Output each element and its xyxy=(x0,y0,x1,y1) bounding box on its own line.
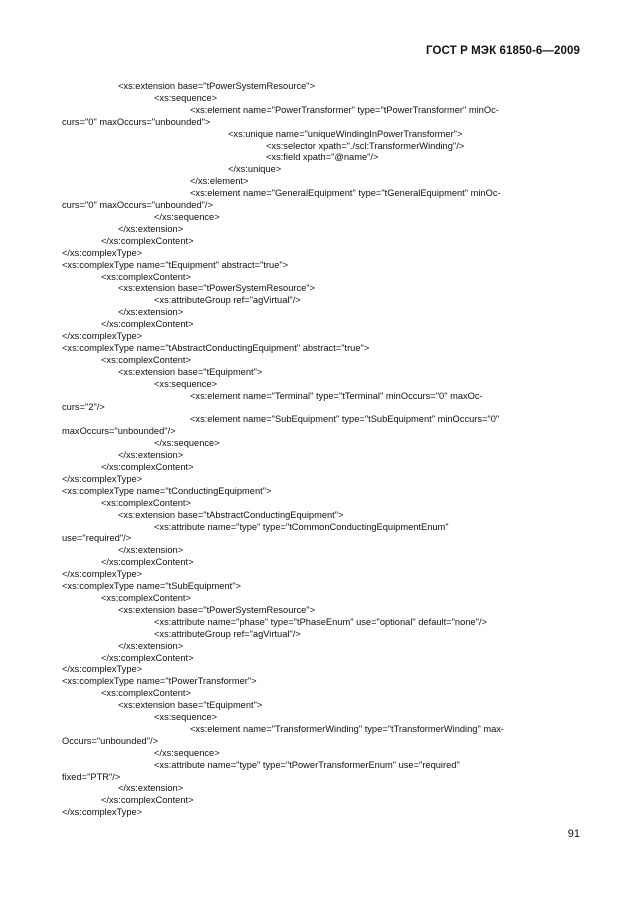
code-line: <xs:complexContent> xyxy=(101,497,191,508)
code-line: </xs:complexType> xyxy=(62,807,143,818)
code-line: <xs:element name="TransformerWinding" type="tTransformerWinding" max- xyxy=(190,723,504,734)
code-line: </xs:extension> xyxy=(118,783,184,794)
code-line: Occurs="unbounded"/> xyxy=(62,735,159,746)
code-line: <xs:extension base="tAbstractConductingEquipment"> xyxy=(118,509,344,520)
code-line: <xs:complexType name="tSubEquipment"> xyxy=(62,581,241,592)
code-line: <xs:attribute name="phase" type="tPhaseEnum" use="optional" default="none"/> xyxy=(154,616,487,627)
code-line: <xs:extension base="tPowerSystemResource"> xyxy=(118,604,316,615)
code-line: curs="0" maxOccurs="unbounded"/> xyxy=(62,200,213,211)
code-line: <xs:extension base="tPowerSystemResource"> xyxy=(118,283,316,294)
code-line: <xs:attributeGroup ref="agVirtual"/> xyxy=(154,628,301,639)
code-line: curs="2"/> xyxy=(62,402,105,413)
code-line: fixed="PTR"/> xyxy=(62,771,121,782)
code-line: <xs:complexContent> xyxy=(101,592,191,603)
code-line: </xs:complexType> xyxy=(62,247,143,258)
code-line: <xs:complexType name="tPowerTransformer"> xyxy=(62,676,257,687)
code-line: <xs:element name="PowerTransformer" type="tPowerTransformer" minOc- xyxy=(190,104,499,115)
code-line: <xs:element name="SubEquipment" type="tSubEquipment" minOccurs="0" xyxy=(190,414,500,425)
code-line: </xs:complexContent> xyxy=(101,319,194,330)
code-line: </xs:complexContent> xyxy=(101,557,194,568)
code-line: </xs:complexContent> xyxy=(101,462,194,472)
code-line: </xs:extension> xyxy=(118,223,184,234)
code-line: <xs:unique name="uniqueWindingInPowerTransformer"> xyxy=(228,128,463,139)
code-line: <xs:field xpath="@name"/> xyxy=(266,152,379,163)
code-line: </xs:complexContent> xyxy=(101,235,194,246)
page-number: 91 xyxy=(567,828,580,840)
code-line: <xs:complexType name="tConductingEquipment"> xyxy=(62,485,272,496)
document-header: ГОСТ Р МЭК 61850-6—2009 xyxy=(426,45,580,57)
code-line: <xs:element name="GeneralEquipment" type="tGeneralEquipment" minOc- xyxy=(190,188,501,199)
code-line: </xs:complexType> xyxy=(62,473,143,484)
code-line: <xs:extension base="tPowerSystemResource"> xyxy=(118,81,316,91)
code-line: maxOccurs="unbounded"/> xyxy=(62,426,176,437)
code-line: curs="0" maxOccurs="unbounded"> xyxy=(62,116,211,127)
code-line: <xs:extension base="tEquipment"> xyxy=(118,700,263,711)
xml-schema-listing xyxy=(62,81,542,819)
code-line: <xs:complexType name="tAbstractConductingEquipment" abstract="true"> xyxy=(62,342,370,353)
code-line: <xs:sequence> xyxy=(154,712,218,723)
code-line: <xs:selector xpath="./scl:TransformerWinding"/> xyxy=(266,140,465,151)
code-line: </xs:complexType> xyxy=(62,664,143,675)
code-line: <xs:complexType name="tEquipment" abstract="true"> xyxy=(62,259,289,270)
code-line: <xs:complexContent> xyxy=(101,271,191,282)
code-line: <xs:attribute name="type" type="tCommonConductingEquipmentEnum" xyxy=(154,521,449,532)
code-line: </xs:complexContent> xyxy=(101,652,194,663)
code-line: <xs:sequence> xyxy=(154,92,218,103)
code-line: </xs:element> xyxy=(190,176,249,187)
code-line: </xs:complexType> xyxy=(62,331,143,342)
code-line: use="required"/> xyxy=(62,533,132,544)
code-line: </xs:complexType> xyxy=(62,569,143,580)
code-line: <xs:attributeGroup ref="agVirtual"/> xyxy=(154,295,301,306)
code-line: <xs:sequence> xyxy=(154,378,218,389)
code-line: </xs:extension> xyxy=(118,545,184,556)
code-line: </xs:sequence> xyxy=(154,438,220,449)
code-line: </xs:extension> xyxy=(118,640,184,651)
code-line: </xs:sequence> xyxy=(154,211,220,222)
code-line: </xs:complexContent> xyxy=(101,795,194,806)
code-line: </xs:extension> xyxy=(118,307,184,318)
code-line: <xs:complexContent> xyxy=(101,688,191,699)
code-line: <xs:attribute name="type" type="tPowerTransformerEnum" use="required" xyxy=(154,759,460,770)
code-line: </xs:extension> xyxy=(118,450,184,461)
code-line: <xs:extension base="tEquipment"> xyxy=(118,366,263,377)
code-line: <xs:complexContent> xyxy=(101,354,191,365)
code-line: </xs:sequence> xyxy=(154,747,220,758)
code-line: </xs:unique> xyxy=(228,164,282,175)
code-line: <xs:element name="Terminal" type="tTerminal" minOccurs="0" maxOc- xyxy=(190,390,483,401)
